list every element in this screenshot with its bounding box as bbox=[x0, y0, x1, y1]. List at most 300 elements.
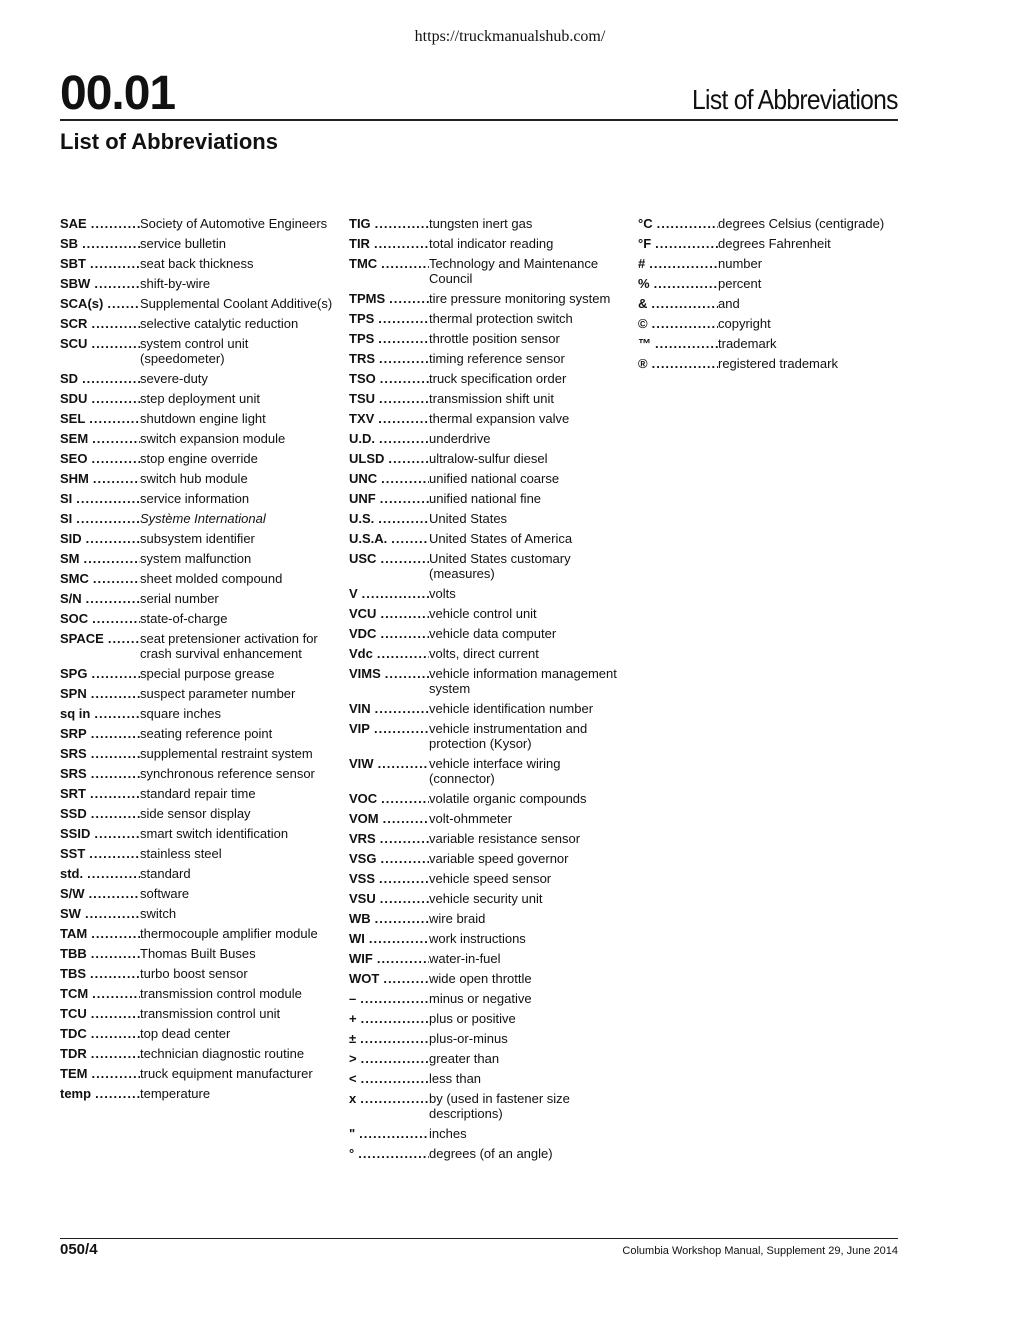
abbreviation-term: SBT bbox=[60, 256, 86, 271]
abbreviation-definition: switch hub module bbox=[140, 471, 248, 486]
abbreviation-definition: degrees (of an angle) bbox=[429, 1146, 553, 1161]
dot-leader bbox=[83, 866, 140, 881]
abbreviation-entry bbox=[349, 851, 624, 866]
abbreviation-term-cell bbox=[60, 706, 140, 721]
abbreviation-term-cell bbox=[60, 611, 140, 626]
abbreviation-term: SCA(s) bbox=[60, 296, 104, 311]
abbreviation-term-cell bbox=[60, 946, 140, 961]
abbreviation-term-cell bbox=[349, 831, 429, 846]
abbreviation-entry bbox=[60, 611, 335, 626]
abbreviation-term-cell bbox=[349, 471, 429, 486]
abbreviation-entry bbox=[349, 756, 624, 786]
abbreviation-entry bbox=[349, 911, 624, 926]
header-rule bbox=[60, 119, 898, 121]
abbreviation-term: TRS bbox=[349, 351, 375, 366]
abbreviation-term: % bbox=[638, 276, 650, 291]
abbreviation-entry bbox=[349, 1071, 624, 1086]
dot-leader bbox=[88, 611, 140, 626]
abbreviation-term: SRS bbox=[60, 766, 87, 781]
abbreviation-term-cell bbox=[60, 236, 140, 251]
abbreviation-term-cell bbox=[349, 951, 429, 966]
abbreviation-term: SAE bbox=[60, 216, 87, 231]
abbreviation-definition: minus or negative bbox=[429, 991, 532, 1006]
dot-leader bbox=[651, 336, 718, 351]
dot-leader bbox=[90, 826, 140, 841]
abbreviation-term-cell bbox=[60, 216, 140, 231]
abbreviation-definition: synchronous reference sensor bbox=[140, 766, 315, 781]
dot-leader bbox=[376, 891, 429, 906]
dot-leader bbox=[87, 451, 140, 466]
abbreviation-term: SHM bbox=[60, 471, 89, 486]
dot-leader bbox=[374, 331, 429, 346]
abbreviation-entry bbox=[349, 551, 624, 581]
abbreviation-term-cell bbox=[349, 756, 429, 771]
abbreviation-term-cell bbox=[60, 926, 140, 941]
abbreviation-term: UNF bbox=[349, 491, 376, 506]
abbreviation-term-cell bbox=[349, 331, 429, 346]
abbreviation-term-cell bbox=[349, 721, 429, 736]
dot-leader bbox=[370, 721, 429, 736]
abbreviation-term: TEM bbox=[60, 1066, 88, 1081]
dot-leader bbox=[87, 666, 140, 681]
abbreviation-definition: underdrive bbox=[429, 431, 491, 446]
abbreviation-definition: less than bbox=[429, 1071, 482, 1086]
abbreviation-definition: step deployment unit bbox=[140, 391, 260, 406]
dot-leader bbox=[374, 511, 429, 526]
abbreviation-term-cell bbox=[349, 701, 429, 716]
abbreviation-term-cell bbox=[638, 276, 718, 291]
abbreviation-term: V bbox=[349, 586, 358, 601]
dot-leader bbox=[374, 311, 429, 326]
dot-leader bbox=[358, 586, 429, 601]
abbreviation-entry bbox=[60, 411, 335, 426]
abbreviation-term-cell bbox=[349, 646, 429, 661]
abbreviation-term: UNC bbox=[349, 471, 378, 486]
abbreviation-term: VIW bbox=[349, 756, 374, 771]
abbreviation-term: TSU bbox=[349, 391, 375, 406]
dot-leader bbox=[373, 646, 429, 661]
dot-leader bbox=[357, 1051, 429, 1066]
abbreviation-entry bbox=[349, 351, 624, 366]
abbreviation-term: SM bbox=[60, 551, 80, 566]
abbreviation-term: ™ bbox=[638, 336, 651, 351]
abbreviation-definition: seat pretensioner activation for crash survival enhancement bbox=[140, 631, 318, 661]
abbreviation-entry bbox=[638, 356, 913, 371]
abbreviation-entry bbox=[60, 491, 335, 506]
dot-leader bbox=[88, 986, 140, 1001]
abbreviation-term-cell bbox=[60, 316, 140, 331]
abbreviation-term-cell bbox=[349, 351, 429, 366]
abbreviation-entry bbox=[638, 296, 913, 311]
abbreviation-term: & bbox=[638, 296, 648, 311]
abbreviation-entry bbox=[349, 311, 624, 326]
abbreviation-entry bbox=[60, 531, 335, 546]
abbreviation-entry bbox=[60, 431, 335, 446]
abbreviation-definition: switch bbox=[140, 906, 177, 921]
abbreviation-definition: Système International bbox=[140, 511, 266, 526]
abbreviation-term-cell bbox=[60, 591, 140, 606]
abbreviation-term-cell bbox=[349, 411, 429, 426]
dot-leader bbox=[371, 216, 429, 231]
abbreviation-definition: inches bbox=[429, 1126, 467, 1141]
abbreviation-definition: number bbox=[718, 256, 763, 271]
dot-leader bbox=[87, 686, 140, 701]
dot-leader bbox=[355, 1126, 429, 1141]
abbreviation-term-cell bbox=[60, 1046, 140, 1061]
abbreviation-term-cell bbox=[349, 451, 429, 466]
abbreviation-entry bbox=[349, 791, 624, 806]
abbreviation-term-cell bbox=[349, 1031, 429, 1046]
abbreviation-term: °F bbox=[638, 236, 652, 251]
dot-leader bbox=[376, 551, 429, 566]
abbreviation-entry bbox=[60, 826, 335, 841]
dot-leader bbox=[377, 256, 429, 271]
dot-leader bbox=[357, 1071, 429, 1086]
abbreviation-term: TPS bbox=[349, 331, 375, 346]
dot-leader bbox=[650, 276, 718, 291]
abbreviation-definition: tungsten inert gas bbox=[429, 216, 533, 231]
abbreviation-term-cell bbox=[349, 1126, 429, 1141]
abbreviation-entry bbox=[349, 891, 624, 906]
abbreviation-entry bbox=[349, 431, 624, 446]
abbreviation-definition: truck specification order bbox=[429, 371, 567, 386]
abbreviation-entry bbox=[349, 451, 624, 466]
abbreviation-entry bbox=[349, 991, 624, 1006]
abbreviation-term: SSID bbox=[60, 826, 91, 841]
abbreviation-definition: standard repair time bbox=[140, 786, 256, 801]
abbreviation-term-cell bbox=[349, 586, 429, 601]
dot-leader bbox=[90, 706, 140, 721]
abbreviation-definition: system control unit (speedometer) bbox=[140, 336, 249, 366]
abbreviation-term: WI bbox=[349, 931, 365, 946]
abbreviation-term: SRS bbox=[60, 746, 87, 761]
abbreviation-definition: standard bbox=[140, 866, 191, 881]
abbreviation-definition: variable speed governor bbox=[429, 851, 569, 866]
abbreviation-term: SI bbox=[60, 511, 73, 526]
abbreviation-definition: and bbox=[718, 296, 740, 311]
abbreviation-definition: vehicle data computer bbox=[429, 626, 557, 641]
abbreviation-definition: wide open throttle bbox=[429, 971, 532, 986]
abbreviation-entry bbox=[349, 586, 624, 601]
abbreviation-entry bbox=[349, 411, 624, 426]
abbreviation-definition: side sensor display bbox=[140, 806, 251, 821]
abbreviation-term-cell bbox=[638, 336, 718, 351]
abbreviation-definition: plus-or-minus bbox=[429, 1031, 508, 1046]
dot-leader bbox=[356, 1091, 429, 1106]
dot-leader bbox=[385, 291, 429, 306]
abbreviation-definition: state-of-charge bbox=[140, 611, 228, 626]
abbreviation-term-cell bbox=[349, 431, 429, 446]
abbreviation-entry bbox=[60, 1026, 335, 1041]
abbreviation-definition: vehicle speed sensor bbox=[429, 871, 552, 886]
abbreviation-term: © bbox=[638, 316, 648, 331]
dot-leader bbox=[379, 811, 429, 826]
dot-leader bbox=[374, 411, 429, 426]
abbreviation-term: TXV bbox=[349, 411, 375, 426]
abbreviation-term: SST bbox=[60, 846, 86, 861]
abbreviation-term-cell bbox=[60, 766, 140, 781]
abbreviation-definition: vehicle identification number bbox=[429, 701, 594, 716]
abbreviation-definition: work instructions bbox=[429, 931, 526, 946]
dot-leader bbox=[80, 551, 141, 566]
abbreviation-term: WB bbox=[349, 911, 371, 926]
abbreviation-definition: degrees Fahrenheit bbox=[718, 236, 831, 251]
abbreviation-term: TPS bbox=[349, 311, 375, 326]
abbreviation-term-cell bbox=[349, 791, 429, 806]
abbreviation-term: SEO bbox=[60, 451, 88, 466]
abbreviation-term: Vdc bbox=[349, 646, 373, 661]
abbreviation-definition: United States of America bbox=[429, 531, 573, 546]
abbreviation-entry bbox=[638, 216, 913, 231]
abbreviation-term-cell bbox=[60, 686, 140, 701]
section-number: 00.01 bbox=[60, 67, 176, 120]
abbreviation-column-3 bbox=[638, 216, 913, 376]
abbreviation-term-cell bbox=[60, 491, 140, 506]
abbreviation-term: ® bbox=[638, 356, 648, 371]
abbreviation-entry bbox=[60, 786, 335, 801]
abbreviation-term-cell bbox=[349, 1146, 429, 1161]
abbreviation-term-cell bbox=[349, 991, 429, 1006]
abbreviation-term-cell bbox=[349, 511, 429, 526]
dot-leader bbox=[87, 766, 140, 781]
abbreviation-entry bbox=[60, 256, 335, 271]
footer-rule bbox=[60, 1238, 898, 1239]
abbreviation-column-1 bbox=[60, 216, 335, 1106]
abbreviation-term: TCM bbox=[60, 986, 89, 1001]
abbreviation-definition: severe-duty bbox=[140, 371, 208, 386]
abbreviation-term: x bbox=[349, 1091, 357, 1106]
dot-leader bbox=[365, 931, 429, 946]
abbreviation-term-cell bbox=[349, 931, 429, 946]
dot-leader bbox=[387, 531, 429, 546]
abbreviation-term: SCU bbox=[60, 336, 88, 351]
abbreviation-term-cell bbox=[349, 911, 429, 926]
abbreviation-entry bbox=[60, 1086, 335, 1101]
dot-leader bbox=[384, 451, 429, 466]
dot-leader bbox=[356, 991, 429, 1006]
abbreviation-term-cell bbox=[60, 471, 140, 486]
abbreviation-entry bbox=[349, 531, 624, 546]
abbreviation-entry bbox=[60, 806, 335, 821]
abbreviation-definition: temperature bbox=[140, 1086, 211, 1101]
abbreviation-term: VCU bbox=[349, 606, 377, 621]
dot-leader bbox=[87, 1046, 140, 1061]
abbreviation-term: U.S. bbox=[349, 511, 375, 526]
abbreviation-definition: copyright bbox=[718, 316, 771, 331]
abbreviation-entry bbox=[349, 1011, 624, 1026]
abbreviation-term: SCR bbox=[60, 316, 88, 331]
abbreviation-definition: shutdown engine light bbox=[140, 411, 266, 426]
abbreviation-term-cell bbox=[60, 336, 140, 351]
abbreviation-entry bbox=[638, 316, 913, 331]
abbreviation-entry bbox=[349, 951, 624, 966]
abbreviation-term-cell bbox=[349, 891, 429, 906]
abbreviation-term: TDC bbox=[60, 1026, 87, 1041]
abbreviation-entry bbox=[60, 391, 335, 406]
abbreviation-term-cell bbox=[60, 411, 140, 426]
abbreviation-definition: stop engine override bbox=[140, 451, 258, 466]
abbreviation-entry bbox=[60, 336, 335, 366]
abbreviation-entry bbox=[638, 236, 913, 251]
abbreviation-term-cell bbox=[349, 1051, 429, 1066]
abbreviation-term: ± bbox=[349, 1031, 357, 1046]
dot-leader bbox=[648, 316, 718, 331]
abbreviation-term-cell bbox=[60, 846, 140, 861]
abbreviation-entry bbox=[349, 371, 624, 386]
abbreviation-entry bbox=[349, 721, 624, 751]
abbreviation-term: SW bbox=[60, 906, 81, 921]
dot-leader bbox=[104, 631, 140, 646]
abbreviation-term: TCU bbox=[60, 1006, 87, 1021]
dot-leader bbox=[376, 831, 429, 846]
abbreviation-definition: volts, direct current bbox=[429, 646, 539, 661]
abbreviation-definition: Supplemental Coolant Additive(s) bbox=[140, 296, 333, 311]
abbreviation-definition: greater than bbox=[429, 1051, 500, 1066]
abbreviation-term: VIP bbox=[349, 721, 370, 736]
abbreviation-entry bbox=[349, 1126, 624, 1141]
dot-leader bbox=[371, 701, 429, 716]
abbreviation-term-cell bbox=[349, 606, 429, 621]
abbreviation-term-cell bbox=[349, 811, 429, 826]
abbreviation-entry bbox=[60, 551, 335, 566]
abbreviation-definition: suspect parameter number bbox=[140, 686, 296, 701]
abbreviation-term-cell bbox=[60, 571, 140, 586]
abbreviation-entry bbox=[349, 471, 624, 486]
dot-leader bbox=[103, 296, 140, 311]
abbreviation-term-cell bbox=[60, 786, 140, 801]
abbreviation-term-cell bbox=[349, 391, 429, 406]
dot-leader bbox=[82, 591, 140, 606]
abbreviation-term: SD bbox=[60, 371, 79, 386]
dot-leader bbox=[87, 336, 140, 351]
abbreviation-definition: timing reference sensor bbox=[429, 351, 565, 366]
abbreviation-definition: stainless steel bbox=[140, 846, 222, 861]
dot-leader bbox=[381, 666, 429, 681]
abbreviation-term-cell bbox=[349, 491, 429, 506]
dot-leader bbox=[86, 256, 140, 271]
dot-leader bbox=[85, 411, 140, 426]
dot-leader bbox=[91, 1086, 140, 1101]
abbreviation-term-cell bbox=[60, 451, 140, 466]
abbreviation-definition: unified national coarse bbox=[429, 471, 560, 486]
abbreviation-entry bbox=[60, 591, 335, 606]
abbreviation-term: SRT bbox=[60, 786, 86, 801]
abbreviation-definition: total indicator reading bbox=[429, 236, 554, 251]
abbreviation-definition: special purpose grease bbox=[140, 666, 275, 681]
abbreviation-definition: seating reference point bbox=[140, 726, 273, 741]
dot-leader bbox=[72, 511, 140, 526]
abbreviation-entry bbox=[349, 931, 624, 946]
dot-leader bbox=[87, 946, 140, 961]
abbreviation-term: TAM bbox=[60, 926, 88, 941]
dot-leader bbox=[376, 371, 429, 386]
dot-leader bbox=[87, 391, 140, 406]
abbreviation-term: SDU bbox=[60, 391, 88, 406]
abbreviation-term: SEL bbox=[60, 411, 86, 426]
abbreviation-entry bbox=[60, 471, 335, 486]
abbreviation-term: ULSD bbox=[349, 451, 385, 466]
abbreviation-definition: by (used in fastener size descriptions) bbox=[429, 1091, 570, 1121]
abbreviation-term: VIN bbox=[349, 701, 371, 716]
abbreviation-definition: transmission control unit bbox=[140, 1006, 281, 1021]
abbreviation-term-cell bbox=[60, 806, 140, 821]
dot-leader bbox=[87, 316, 140, 331]
abbreviation-entry bbox=[60, 511, 335, 526]
abbreviation-term-cell bbox=[349, 1011, 429, 1026]
abbreviation-term-cell bbox=[60, 296, 140, 311]
abbreviation-definition: smart switch identification bbox=[140, 826, 289, 841]
abbreviation-definition: subsystem identifier bbox=[140, 531, 255, 546]
abbreviation-term-cell bbox=[60, 866, 140, 881]
abbreviation-definition: sheet molded compound bbox=[140, 571, 283, 586]
abbreviation-term-cell bbox=[60, 531, 140, 546]
dot-leader bbox=[375, 391, 429, 406]
abbreviation-term: WOT bbox=[349, 971, 380, 986]
abbreviation-definition: top dead center bbox=[140, 1026, 231, 1041]
abbreviation-term-cell bbox=[60, 256, 140, 271]
page-number: 050/4 bbox=[60, 1241, 98, 1258]
abbreviation-definition: vehicle security unit bbox=[429, 891, 543, 906]
abbreviation-term: VRS bbox=[349, 831, 376, 846]
abbreviation-definition: shift-by-wire bbox=[140, 276, 211, 291]
dot-leader bbox=[375, 871, 429, 886]
abbreviation-term: " bbox=[349, 1126, 356, 1141]
abbreviation-term: VOC bbox=[349, 791, 378, 806]
abbreviation-term: TMC bbox=[349, 256, 378, 271]
abbreviation-entry bbox=[60, 1066, 335, 1081]
dot-leader bbox=[87, 746, 140, 761]
abbreviation-entry bbox=[60, 886, 335, 901]
abbreviation-entry bbox=[60, 986, 335, 1001]
abbreviation-term: USC bbox=[349, 551, 377, 566]
abbreviation-entry bbox=[60, 216, 335, 231]
abbreviation-term: VDC bbox=[349, 626, 377, 641]
abbreviation-definition: thermal protection switch bbox=[429, 311, 573, 326]
abbreviation-term-cell bbox=[60, 631, 140, 646]
abbreviation-term: SPG bbox=[60, 666, 88, 681]
dot-leader bbox=[85, 846, 140, 861]
abbreviation-definition: square inches bbox=[140, 706, 221, 721]
dot-leader bbox=[90, 276, 140, 291]
abbreviation-entry bbox=[349, 871, 624, 886]
abbreviation-term-cell bbox=[349, 666, 429, 681]
abbreviation-term-cell bbox=[349, 236, 429, 251]
abbreviation-definition: throttle position sensor bbox=[429, 331, 560, 346]
abbreviation-definition: service bulletin bbox=[140, 236, 226, 251]
abbreviation-definition: ultralow-sulfur diesel bbox=[429, 451, 548, 466]
section-title: List of Abbreviations bbox=[692, 84, 898, 115]
abbreviation-entry bbox=[349, 256, 624, 286]
dot-leader bbox=[85, 886, 140, 901]
abbreviation-term: SB bbox=[60, 236, 79, 251]
abbreviation-term: SID bbox=[60, 531, 82, 546]
dot-leader bbox=[87, 1026, 140, 1041]
abbreviation-entry bbox=[349, 666, 624, 696]
abbreviation-entry bbox=[60, 666, 335, 681]
abbreviation-definition: serial number bbox=[140, 591, 219, 606]
dot-leader bbox=[78, 371, 140, 386]
abbreviation-entry bbox=[349, 511, 624, 526]
abbreviation-entry bbox=[60, 906, 335, 921]
dot-leader bbox=[375, 431, 429, 446]
abbreviation-term-cell bbox=[60, 826, 140, 841]
dot-leader bbox=[72, 491, 140, 506]
abbreviation-term-cell bbox=[60, 1006, 140, 1021]
abbreviation-term: WIF bbox=[349, 951, 373, 966]
dot-leader bbox=[379, 971, 429, 986]
dot-leader bbox=[376, 626, 429, 641]
abbreviation-term-cell bbox=[349, 291, 429, 306]
